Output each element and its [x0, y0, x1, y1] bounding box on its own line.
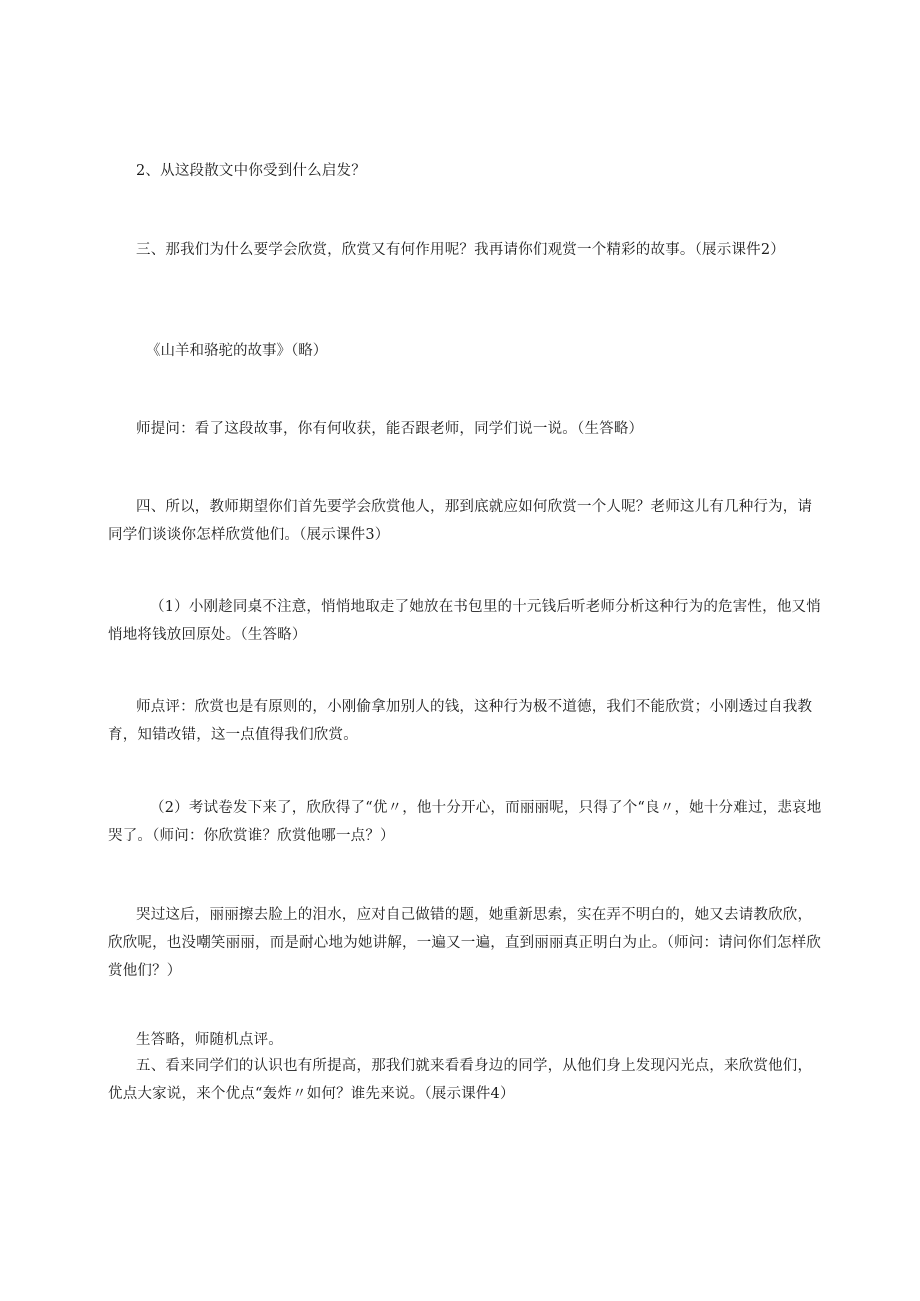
case-2: （2）考试卷发下来了，欣欣得了“优〃，他十分开心，而丽丽呢，只得了个“良〃，她十分难过，悲哀地哭了。（师问：你欣赏谁？欣赏他哪一点？） [108, 800, 822, 844]
teacher-question: 师提问：看了这段故事，你有何收获，能否跟老师，同学们说一说。（生答略） [136, 421, 644, 437]
student-answer-note: 生答略，师随机点评。 [136, 1032, 283, 1048]
case-1: （1）小刚趁同桌不注意，悄悄地取走了她放在书包里的十元钱后听老师分析这种行为的危害性，他又悄悄地将钱放回原处。（生答略） [108, 599, 821, 643]
section-4: 四、所以，教师期望你们首先要学会欣赏他人，那到底就应如何欣赏一个人呢？老师这儿有几种行为，请同学们谈谈你怎样欣赏他们。（展示课件3） [108, 499, 813, 543]
case-2-followup: 哭过这后，丽丽擦去脸上的泪水，应对自己做错的题，她重新思索，实在弄不明白的，她又去请教欣欣，欣欣呢，也没嘲笑丽丽，而是耐心地为她讲解，一遍又一遍，直到丽丽真正明白为止。（师问：请问你们怎样欣赏他们？） [108, 907, 822, 979]
section-5: 五、看来同学们的认识也有所提高，那我们就来看看身边的同学，从他们身上发现闪光点，来欣赏他们，优点大家说，来个优点“轰炸〃如何？谁先来说。（展示课件4） [108, 1058, 813, 1102]
story-title: 《山羊和骆驼的故事》（略） [146, 343, 328, 359]
section-3: 三、那我们为什么要学会欣赏，欣赏又有何作用呢？我再请你们观赏一个精彩的故事。（展示课件2） [136, 242, 785, 258]
question-2: 2、从这段散文中你受到什么启发？ [136, 163, 366, 179]
teacher-comment: 师点评：欣赏也是有原则的，小刚偷拿加别人的钱，这种行为极不道德，我们不能欣赏；小刚透过自我教育，知错改错，这一点值得我们欣赏。 [108, 699, 813, 743]
